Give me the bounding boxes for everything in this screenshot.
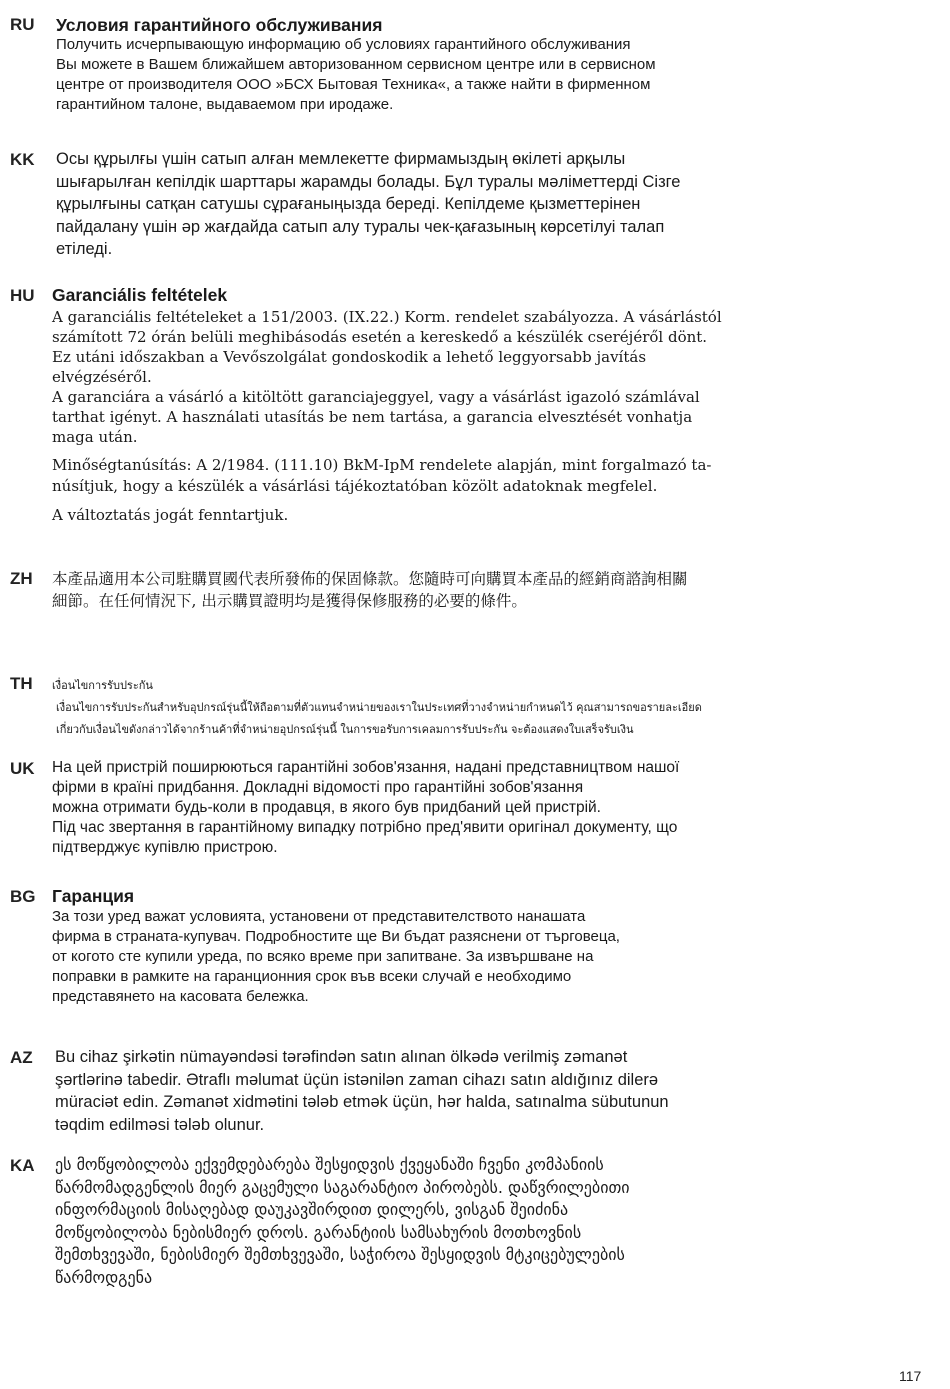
text-line: A garanciális feltételeket a 151/2003. (IX.22.) Korm. rendelet szabályozza. A vásárlástól	[52, 308, 722, 326]
text-line: წარმოდგენა	[55, 1267, 153, 1287]
text-line: құрылғыны сатқан сатушы сұрағаныңызда береді. Кепілдеме қызметтерінен	[56, 195, 641, 213]
section-title-th: เงื่อนไขการรับประกัน	[52, 679, 153, 692]
section-title-ru: Условия гарантийного обслуживания	[56, 15, 383, 35]
page-number: 117	[899, 1368, 922, 1384]
text-line: пайдалану үшін әр жағдайда сатып алу туралы чек-қағазының көрсетілуі талап	[56, 217, 665, 236]
text-line: можна отримати будь-коли в продавця, в якого був придбаний цей пристрій.	[52, 799, 601, 816]
section-text-hu-quality	[52, 455, 800, 497]
text-line: şərtlərinə tabedir. Ətraflı məlumat üçün istənilən zaman cihazı satın aldığınız dilerə	[55, 1070, 659, 1089]
text-line: maga után.	[52, 428, 138, 446]
text-line: tarthat igényt. A használati utasítás be nem tartása, a garancia elvesztését vonhatja	[52, 408, 693, 426]
text-line: Minőségtanúsítás: A 2/1984. (111.10) BkM-IpM rendelete alapján, mint forgalmazó ta-	[52, 456, 712, 474]
section-title-bg: Гаранция	[52, 886, 135, 906]
text-line: шығарылған кепілдік шарттары жарамды болады. Бұл туралы мәліметтерді Сізге	[56, 172, 681, 191]
language-code-ru: RU	[10, 15, 35, 34]
language-code-ka: KA	[10, 1156, 35, 1175]
text-line: центре от производителя ООО »БСХ Бытовая Техника«, а также найти в фирменном	[56, 76, 651, 93]
text-line: შემთხვევაში, ნებისმიერ შემთხვევაში, საჭიროა შესყიდვის მტკიცებულების	[55, 1245, 625, 1264]
text-line: Ez utáni időszakban a Vevőszolgálat gondoskodik a lehető leggyorsabb javítás	[52, 348, 647, 366]
section-text-ka	[55, 1154, 800, 1289]
text-line: За този уред важат условията, установени от представителството нанашата	[52, 908, 586, 925]
text-line: 細節。在任何情況下, 出示購買證明均是獲得保修服務的必要的條件。	[52, 592, 527, 610]
text-line: müraciət edin. Zəmanət xidmətini tələb etmək üçün, hər halda, satınalma sübutunun	[55, 1093, 669, 1111]
text-line: Вы можете в Вашем ближайшем авторизованном сервисном центре или в сервисном	[56, 56, 656, 73]
section-text-ru	[56, 35, 800, 115]
text-line: фірми в країні придбання. Докладні відомості про гарантійні зобов'язання	[52, 779, 584, 796]
text-line: представянето на касовата бележка.	[52, 988, 309, 1005]
section-text-uk	[52, 758, 800, 858]
text-line: Під час звертання в гарантійному випадку потрібно пред'явити оригінал документу, що	[52, 819, 678, 836]
text-line: підтверджує купівлю пристрою.	[52, 839, 278, 856]
text-line: фирма в страната-купувач. Подробностите ще Ви бъдат разяснени от търговеца,	[52, 928, 620, 945]
text-line: เกี่ยวกับเงื่อนไขดังกล่าวได้จากร้านค้าที่จำหน่ายอุปกรณ์รุ่นนี้ ในการขอรับการเคลมการรับประกัน จะต้องแสดงใบเสร็จรับเงิน	[56, 723, 634, 736]
text-line: гарантийном талоне, выдаваемом при иродаже.	[56, 96, 394, 113]
text-line: Bu cihaz şirkətin nümayəndəsi tərəfindən satın alınan ölkədə verilmiş zəmanət	[55, 1048, 628, 1066]
section-text-hu-rights: A változtatás jogát fenntartjuk.	[52, 506, 289, 524]
text-line: ინფორმაციის მისაღებად დაუკავშირდით დილერს, ვისგან შეიძინა	[55, 1200, 569, 1219]
section-text-az	[55, 1046, 800, 1136]
language-code-hu: HU	[10, 286, 35, 305]
language-code-bg: BG	[10, 887, 36, 906]
text-line: 本產品適用本公司駐購買國代表所發佈的保固條款。您隨時可向購買本產品的經銷商諮詢相關	[52, 570, 688, 588]
text-line: Получить исчерпывающую информацию об условиях гарантийного обслуживания	[56, 36, 631, 53]
text-line: На цей пристрій поширюються гарантійні зобов'язання, надані представництвом нашої	[52, 759, 680, 776]
text-line: етіледі.	[56, 240, 113, 258]
section-text-zh	[52, 568, 800, 612]
section-title-hu: Garanciális feltételek	[52, 285, 228, 305]
language-code-th: TH	[10, 674, 33, 693]
text-line: núsítjuk, hogy a készülék a vásárlási tájékoztatóban közölt adatoknak megfelel.	[52, 477, 658, 495]
text-line: A garanciára a vásárló a kitöltött garanciajeggyel, vagy a vásárlást igazoló számlával	[52, 388, 700, 406]
text-line: მოწყობილობა ნებისმიერ დროს. გარანტიის სამსახურის მოთხოვნის	[55, 1222, 582, 1242]
section-text-hu-guarantee	[52, 307, 800, 447]
language-code-zh: ZH	[10, 569, 33, 588]
text-line: számított 72 órán belüli meghibásodás esetén a kereskedő a készülék cseréjéről dönt.	[52, 328, 708, 346]
language-code-az: AZ	[10, 1048, 33, 1067]
section-text-bg	[52, 907, 800, 1007]
text-line: təqdim edilməsi tələb olunur.	[55, 1115, 265, 1134]
text-line: เงื่อนไขการรับประกันสำหรับอุปกรณ์รุ่นนี้ให้ถือตามที่ตัวแทนจำหน่ายของเราในประเทศที่วางจำหน่ายกำหนดไว้ คุณสามารถขอรายละเอียด	[56, 701, 702, 714]
text-line: elvégzéséről.	[52, 368, 152, 386]
section-text-kk	[56, 148, 800, 261]
text-line: от когото сте купили уреда, по всяко време при запитване. За извършване на	[52, 948, 594, 965]
text-line: Осы құрылғы үшін сатып алған мемлекетте фирмамыздың өкілеті арқылы	[56, 150, 626, 168]
section-text-th	[52, 697, 702, 741]
text-line: წარმომადგენლის მიერ გაცემული საგარანტიო პირობებს. დაწვრილებითი	[55, 1177, 630, 1197]
language-code-kk: KK	[10, 150, 35, 169]
text-line: поправки в рамките на гаранционния срок във всеки случай е необходимо	[52, 968, 572, 985]
language-code-uk: UK	[10, 759, 35, 778]
text-line: ეს მოწყობილობა ექვემდებარება შესყიდვის ქვეყანაში ჩვენი კომპანიის	[55, 1155, 604, 1174]
